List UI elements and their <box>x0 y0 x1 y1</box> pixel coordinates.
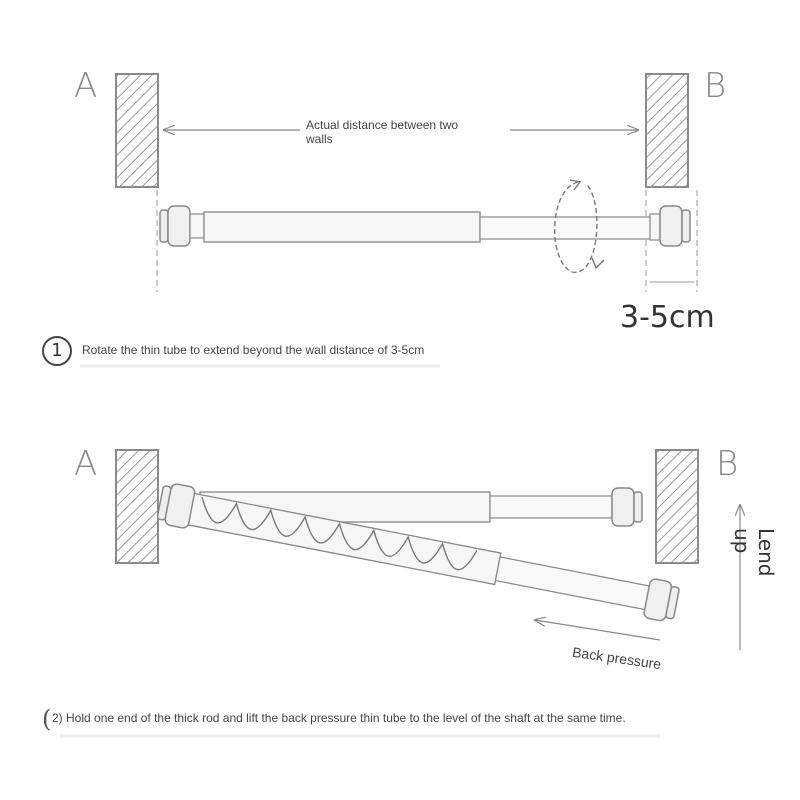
wall-b-bottom <box>656 450 698 563</box>
wall-a-top <box>116 74 158 187</box>
wall-b-label-2: B <box>716 444 739 484</box>
step1-instruction: Rotate the thin tube to extend beyond the wall distance of 3-5cm <box>82 343 425 357</box>
wall-a-bottom <box>116 450 158 563</box>
back-pressure-label: Back pressure <box>571 643 663 673</box>
lend-up-label: Lend up <box>730 528 778 577</box>
back-pressure-arrow <box>535 620 660 640</box>
wall-a-label: A <box>74 66 98 106</box>
step2-instruction: 2) Hold one end of the thick rod and lift the back pressure thin tube to the level of the shaft at the same time. <box>52 711 626 725</box>
rod-step1 <box>160 206 690 246</box>
distance-label: Actual distance between two walls <box>306 118 459 146</box>
wall-a-label-2: A <box>74 444 98 484</box>
step2-paren: ( <box>42 705 52 733</box>
extension-label: 3-5cm <box>620 300 715 335</box>
wall-b-label: B <box>704 66 727 106</box>
step-number-1: 1 <box>42 336 72 366</box>
wall-b-top <box>646 74 688 187</box>
